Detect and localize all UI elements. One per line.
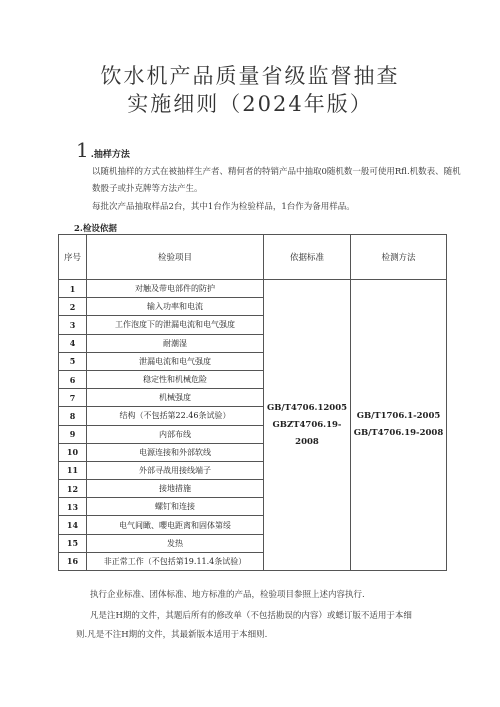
- footer-note-3: 则.凡是不注H期的文件，其最新版本适用于本细则.: [76, 630, 268, 640]
- method-cell: [351, 280, 447, 571]
- document-title-line2: 实施细则（2024年版）: [127, 92, 373, 116]
- footer-note-2: 凡是注H期的文件，其题后所有的修改单（不包括勘误的内容）或蟋订版不适用于本细: [90, 611, 412, 621]
- row-number: 15: [59, 534, 87, 552]
- standard-2: GBZT4706.19-2008: [272, 419, 342, 447]
- section2-title: 2.检设依据: [74, 224, 117, 234]
- row-number: 5: [59, 352, 87, 370]
- sampling-paragraph-2: 每批次产品抽取样品2台，其中1台作为检验样品，1台作为备用样品。: [92, 202, 355, 212]
- row-item: 电源连接和外部软线: [87, 443, 264, 461]
- row-number: 14: [59, 516, 87, 534]
- table-header-row: [59, 235, 447, 280]
- footer-note-1: 执行企业标准、团体标准、地方标准的产品，检验项目参照上述内容执行.: [90, 590, 365, 600]
- row-number: 12: [59, 480, 87, 498]
- row-item: 对触及带电部件的防护: [87, 280, 264, 298]
- header-item: 检验项目: [87, 235, 264, 280]
- header-no: 序号: [59, 235, 87, 280]
- section1-number: 1: [76, 138, 89, 162]
- standard-1: GB/T4706.12005: [266, 402, 348, 413]
- row-item: 工作泡度下的泄漏电流和电气强度: [87, 316, 264, 334]
- standard-cell: [264, 280, 351, 571]
- row-number: 1: [59, 280, 87, 298]
- header-method: 检测方法: [351, 235, 447, 280]
- method-2: GB/T4706.19-2008: [353, 428, 444, 438]
- table-row: [59, 280, 447, 298]
- row-number: 16: [59, 552, 87, 570]
- sampling-paragraph-1-cont: 数骰子或扑克牌等方法产生。: [92, 184, 203, 194]
- row-item: 耐潮湿: [87, 334, 264, 352]
- row-number: 8: [59, 407, 87, 425]
- row-item: 机械强度: [87, 389, 264, 407]
- row-number: 7: [59, 389, 87, 407]
- row-item: 内部布线: [87, 425, 264, 443]
- row-number: 3: [59, 316, 87, 334]
- row-item: 电气间瞰、嚶电距离和固体第绥: [87, 516, 264, 534]
- row-item: 外部寻战用接线端子: [87, 461, 264, 479]
- row-item: 结构（不包括第22.46条试验）: [87, 407, 264, 425]
- row-item: 泄漏电流和电气强度: [87, 352, 264, 370]
- method-1: GB/T1706.1-2005: [356, 411, 441, 421]
- row-number: 13: [59, 498, 87, 516]
- row-item: 接地措施: [87, 480, 264, 498]
- row-number: 10: [59, 443, 87, 461]
- row-item: 非正常工作（不包括第19.11.4条试验）: [87, 552, 264, 570]
- inspection-table: [58, 234, 447, 571]
- row-item: 发热: [87, 534, 264, 552]
- section1-title: .抽样方法: [90, 150, 130, 160]
- sampling-paragraph-1: 以随机抽样的方式在被抽样生产者、精何者的特销产品中抽取0随机数一般可使用Rfl.机数表、随机: [92, 167, 461, 177]
- row-number: 4: [59, 334, 87, 352]
- row-number: 6: [59, 370, 87, 388]
- section1-heading: [76, 138, 130, 162]
- row-number: 9: [59, 425, 87, 443]
- row-item: 输入功率和电流: [87, 298, 264, 316]
- row-item: 螺钉和连接: [87, 498, 264, 516]
- row-number: 2: [59, 298, 87, 316]
- document-title-line1: 饮水机产品质量省级监督抽查: [100, 64, 400, 88]
- header-standard: 依据标准: [264, 235, 351, 280]
- row-item: 稳定性和机械危险: [87, 370, 264, 388]
- row-number: 11: [59, 461, 87, 479]
